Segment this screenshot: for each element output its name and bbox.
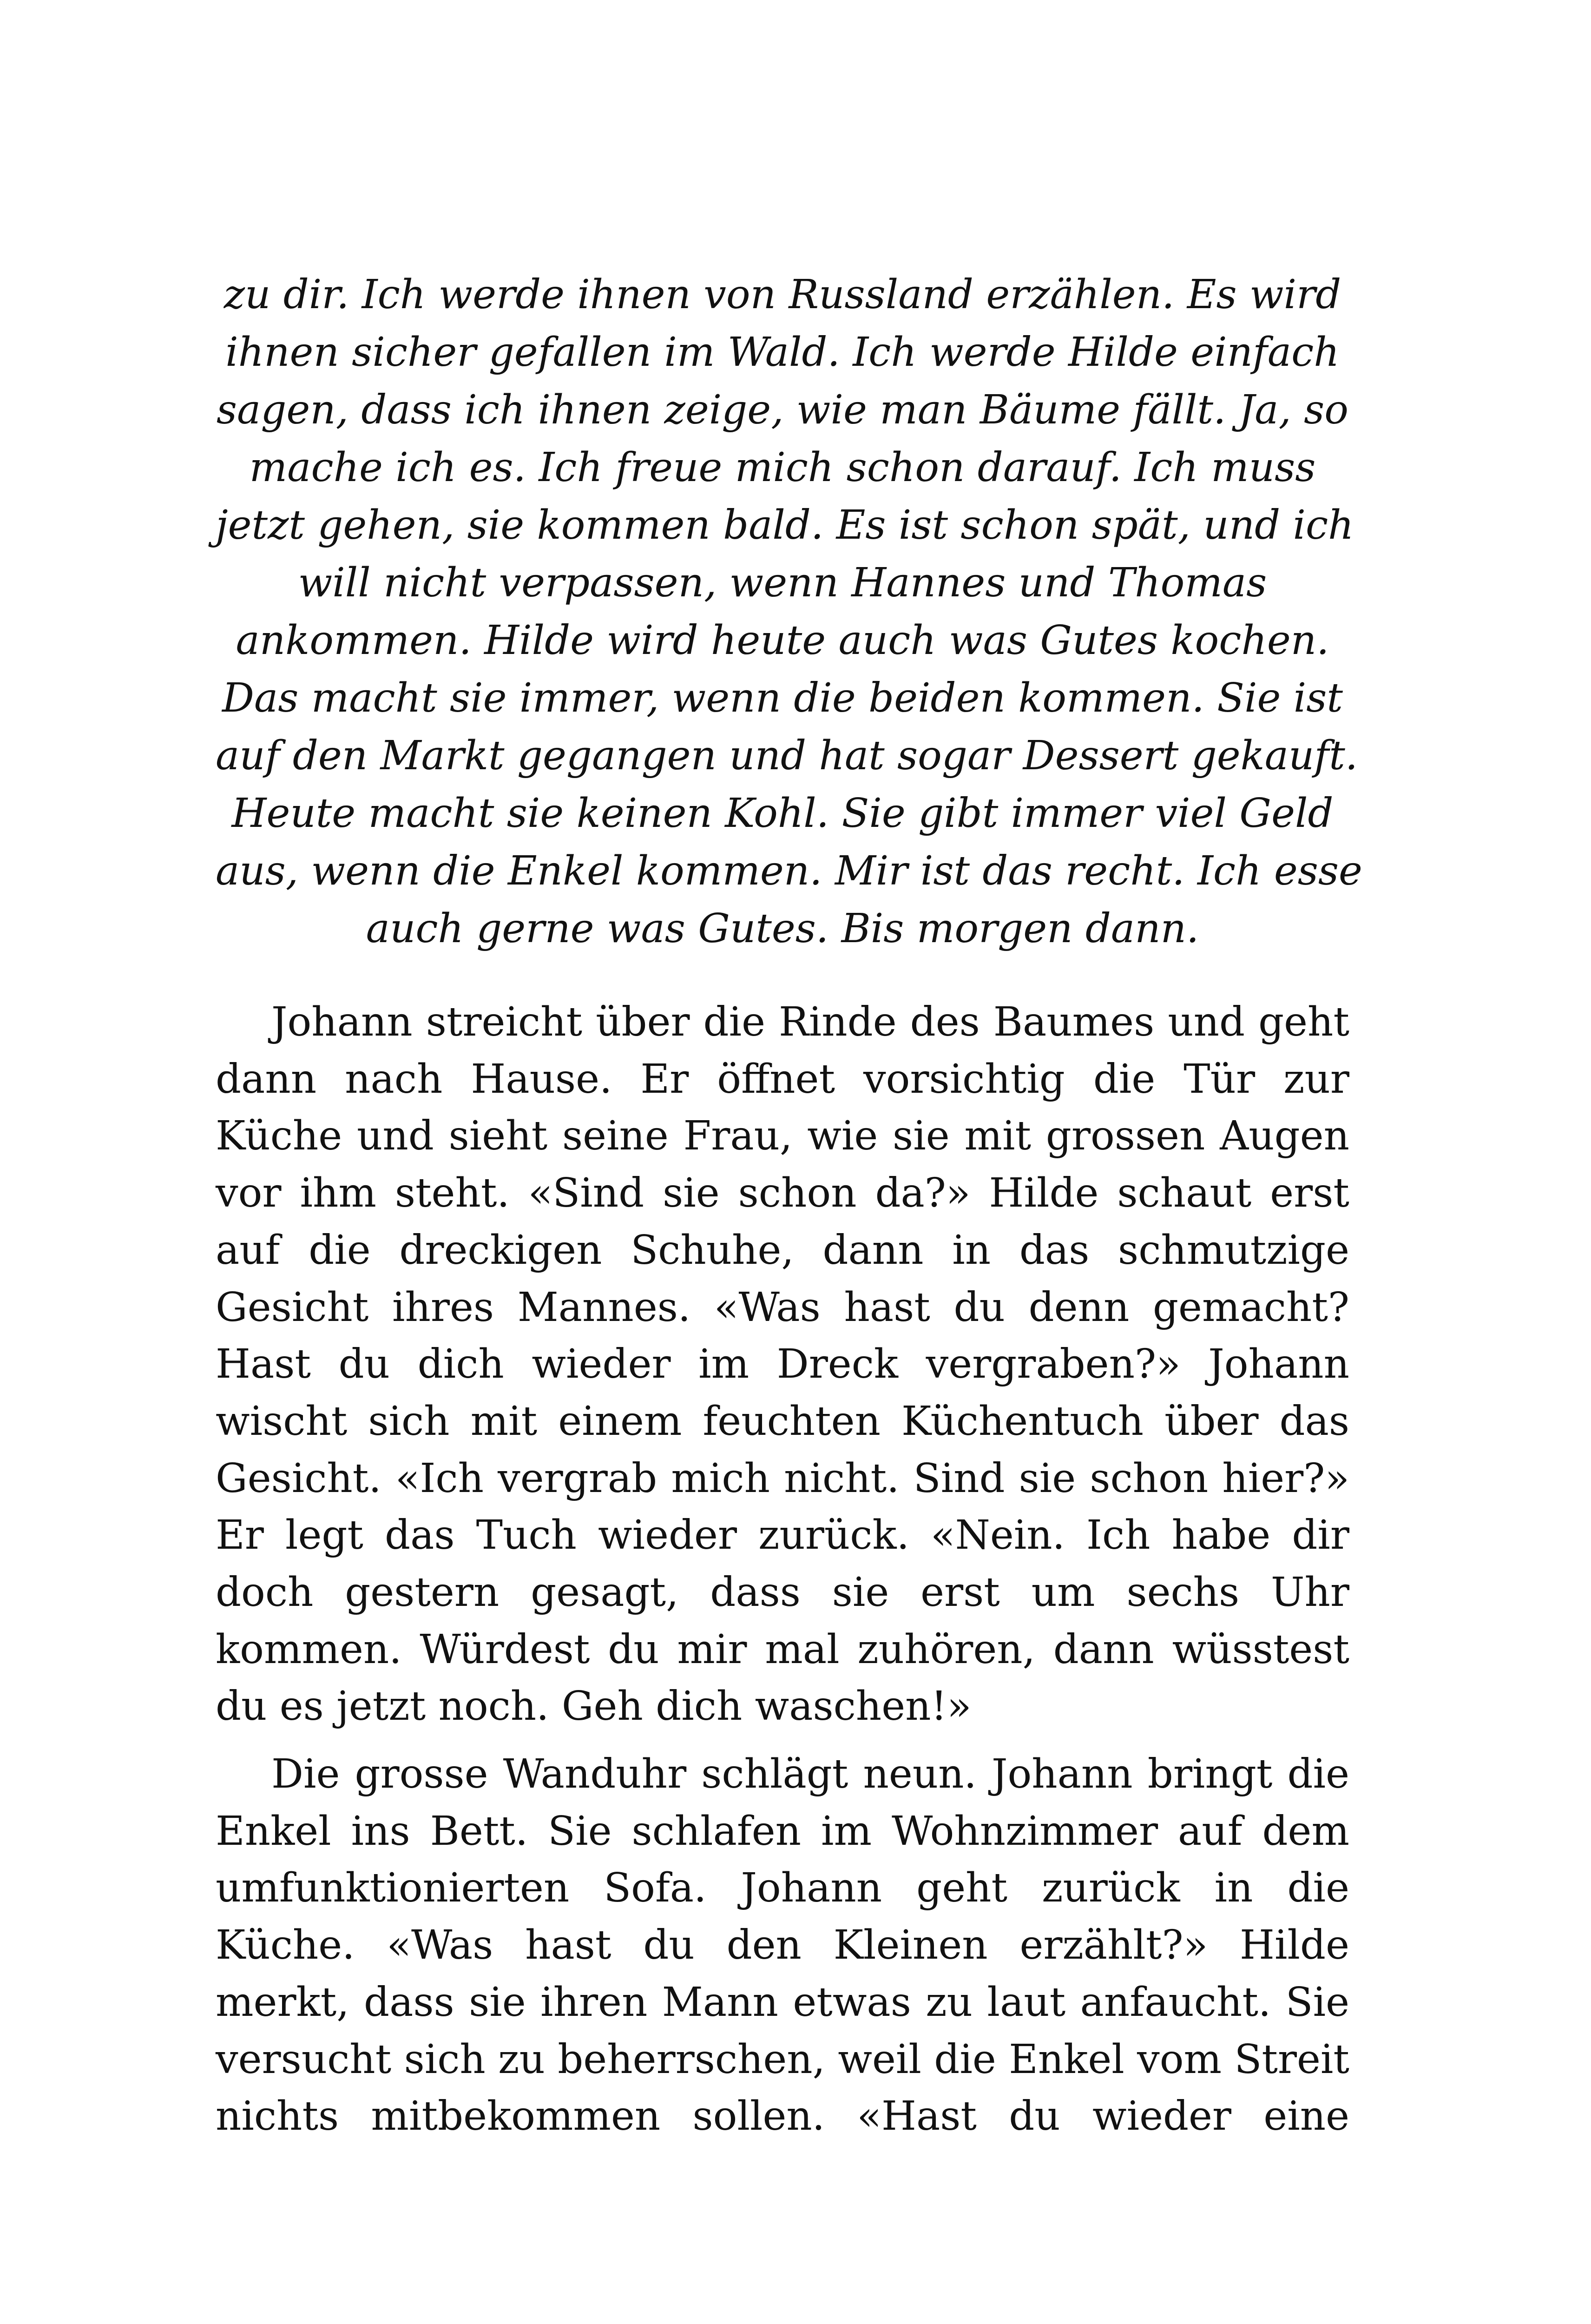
paragraph-line: Die grosse Wanduhr schlägt neun. Johann bringt die [271,1751,1349,1797]
paragraph-line: Hast du dich wieder im Dreck vergraben?» Johann [216,1341,1349,1388]
paragraph-line: nichts mitbekommen sollen. «Hast du wieder eine [216,2093,1349,2140]
italic-line: Das macht sie immer, wenn die beiden kommen. Sie ist [222,675,1343,721]
paragraph-2 [216,1746,1349,2145]
italic-line: zu dir. Ich werde ihnen von Russland erzählen. Es wird [224,271,1341,318]
italic-line: sagen, dass ich ihnen zeige, wie man Bäume fällt. Ja, so [216,387,1349,433]
paragraph-line: Küche. «Was hast du den Kleinen erzählt?» Hilde [216,1922,1349,1969]
paragraph-line: Gesicht. «Ich vergrab mich nicht. Sind sie schon hier?» [216,1455,1349,1502]
italic-line: ihnen sicher gefallen im Wald. Ich werde Hilde einfach [225,329,1340,376]
italic-line: will nicht verpassen, wenn Hannes und Thomas [298,560,1267,606]
paragraph-line: Enkel ins Bett. Sie schlafen im Wohnzimmer auf dem [216,1808,1349,1855]
paragraph-line: du es jetzt noch. Geh dich waschen!» [216,1683,972,1730]
paragraph-line: umfunktionierten Sofa. Johann geht zurück in die [216,1865,1349,1912]
paragraph-line: auf die dreckigen Schuhe, dann in das schmutzige [216,1227,1349,1274]
italic-line: Heute macht sie keinen Kohl. Sie gibt immer viel Geld [231,790,1334,837]
paragraph-line: Johann streicht über die Rinde des Baumes und geht [271,999,1349,1045]
italic-line: auf den Markt gegangen und hat sogar Dessert gekauft. [216,733,1358,779]
paragraph-line: dann nach Hause. Er öffnet vorsichtig die Tür zur [216,1056,1349,1103]
italic-monologue [216,266,1362,957]
paragraph-line: wischt sich mit einem feuchten Küchentuch über das [216,1398,1349,1445]
paragraph-line: Gesicht ihres Mannes. «Was hast du denn gemacht? [216,1284,1349,1331]
paragraph-1 [216,994,1349,1735]
paragraph-line: doch gestern gesagt, dass sie erst um sechs Uhr [216,1569,1349,1616]
page-number [0,2322,1591,2324]
paragraph-line: Küche und sieht seine Frau, wie sie mit grossen Augen [216,1113,1349,1160]
italic-line: auch gerne was Gutes. Bis morgen dann. [366,905,1199,952]
paragraph-line: kommen. Würdest du mir mal zuhören, dann wüsstest [216,1626,1349,1673]
italic-line: ankommen. Hilde wird heute auch was Gutes kochen. [236,617,1329,664]
italic-line: aus, wenn die Enkel kommen. Mir ist das recht. Ich esse [216,848,1362,894]
italic-line: mache ich es. Ich freue mich schon darauf. Ich muss [249,444,1316,491]
paragraph-line: versucht sich zu beherrschen, weil die Enkel vom Streit [216,2036,1349,2083]
paragraph-line: merkt, dass sie ihren Mann etwas zu laut anfaucht. Sie [216,1979,1349,2026]
paragraph-line: vor ihm steht. «Sind sie schon da?» Hilde schaut erst [216,1170,1349,1217]
paragraph-line: Er legt das Tuch wieder zurück. «Nein. Ich habe dir [216,1512,1349,1559]
italic-line: jetzt gehen, sie kommen bald. Es ist schon spät, und ich [216,502,1354,548]
